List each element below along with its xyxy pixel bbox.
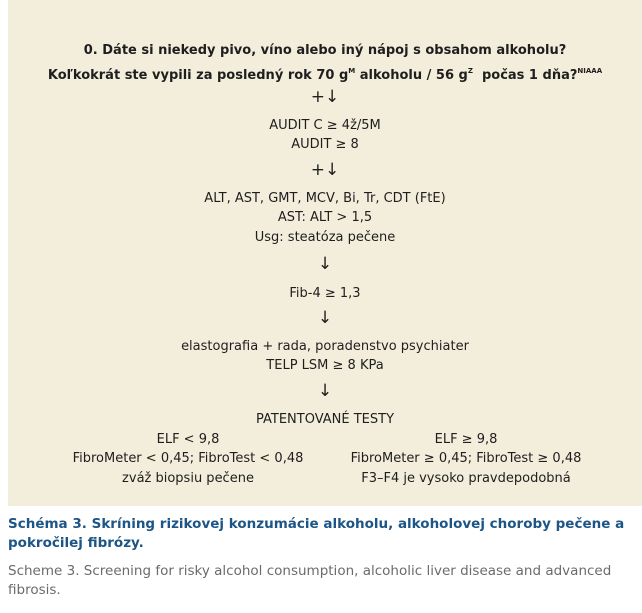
plus-arrow-1: +↓ [310,87,340,107]
down-arrow-2: ↓ [317,308,333,328]
caption-subtitle: Scheme 3. Screening for risky alcohol consumption, alcoholic liver disease and advanced fibrosis. [8,563,612,598]
step3-line-1: Fib-4 ≥ 1,3 [289,286,361,301]
right-branch-line-3: F3–F4 je vysoko pravdepodobná [361,471,571,486]
sup-m: M [348,67,356,75]
down-arrow-1: ↓ [317,254,333,274]
step5-title: PATENTOVANÉ TESTY [255,412,395,427]
left-branch-line-3: zváž biopsiu pečene [122,471,254,486]
left-branch-line-2: FibroMeter < 0,45; FibroTest < 0,48 [72,451,304,466]
down-arrow-3: ↓ [317,381,333,401]
plus-arrow-2: +↓ [310,160,340,180]
question-line-1: 0. Dáte si niekedy pivo, víno alebo iný nápoj s obsahom alkoholu? [83,43,567,58]
question-text-c: počas 1 dňa? [472,68,578,83]
step4-line-1: elastografia + rada, poradenstvo psychiater [181,339,469,354]
step1-line-1: AUDIT C ≥ 4ž/5M [269,118,381,133]
diagram-panel [8,0,642,506]
question-line-2 [8,62,642,85]
right-branch-line-1: ELF ≥ 9,8 [434,432,498,447]
step2-line-1: ALT, AST, GMT, MCV, Bi, Tr, CDT (FtE) [204,191,446,206]
step1-line-2: AUDIT ≥ 8 [291,137,359,152]
sup-niaaa: NIAAA [577,67,603,75]
step2-line-2: AST: ALT > 1,5 [277,210,373,225]
caption-title: Schéma 3. Skríning rizikovej konzumácie alkoholu, alkoholovej choroby pečene a pokročilej fibrózy. [8,516,625,551]
step2-line-3: Usg: steatóza pečene [254,230,396,245]
right-branch-line-2: FibroMeter ≥ 0,45; FibroTest ≥ 0,48 [350,451,582,466]
sup-z: Z [467,67,473,75]
question-text-b: alkoholu / 56 g [355,68,468,83]
question-text-a: Koľkokrát ste vypili za posledný rok 70 g [47,68,349,83]
left-branch-line-1: ELF < 9,8 [156,432,220,447]
step4-line-2: TELP LSM ≥ 8 KPa [266,358,384,373]
